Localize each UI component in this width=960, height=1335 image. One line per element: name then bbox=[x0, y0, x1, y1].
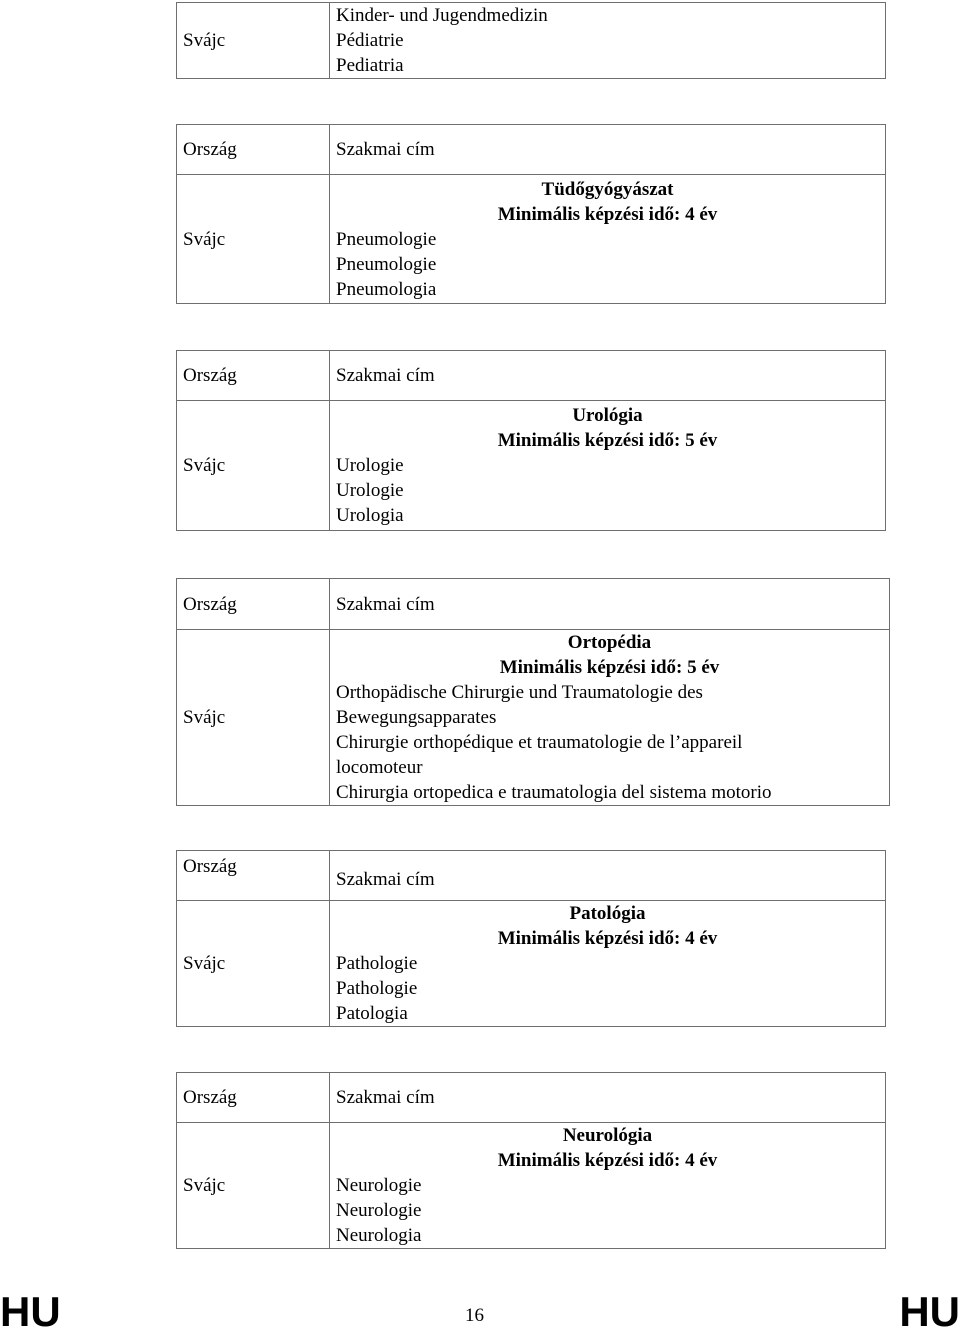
title-cell bbox=[330, 630, 890, 806]
header-title-cell: Szakmai cím bbox=[330, 351, 886, 401]
header-title-cell: Szakmai cím bbox=[330, 851, 886, 901]
min-training: Minimális képzési idő: 5 év bbox=[497, 430, 718, 451]
country-cell: Svájc bbox=[177, 3, 330, 79]
title-line: Pathologie bbox=[336, 953, 418, 974]
title-line: Urologia bbox=[336, 505, 404, 526]
specialty-name: Tüdőgyógyászat bbox=[541, 178, 674, 200]
country-cell: Svájc bbox=[177, 175, 330, 304]
title-line: Neurologie bbox=[336, 1175, 422, 1196]
header-country-cell: Ország bbox=[177, 579, 330, 630]
title-line: Pneumologie bbox=[336, 228, 437, 250]
title-line: Neurologie bbox=[336, 1200, 422, 1221]
footer-country-code-left: HU bbox=[0, 1288, 61, 1335]
country-cell: Svájc bbox=[177, 401, 330, 531]
header-title-cell: Szakmai cím bbox=[330, 579, 890, 630]
header-country-cell: Ország bbox=[177, 351, 330, 401]
title-cell bbox=[330, 401, 886, 531]
title-line: Neurologia bbox=[336, 1225, 422, 1246]
title-cell bbox=[330, 901, 886, 1027]
title-line: Pathologie bbox=[336, 978, 418, 999]
title-line: Urologie bbox=[336, 455, 404, 476]
specialty-name: Ortopédia bbox=[567, 632, 652, 653]
title-line: Urologie bbox=[336, 480, 404, 501]
title-line: Chirurgia ortopedica e traumatologia del sistema motorio bbox=[336, 782, 772, 803]
title-line: Pediatria bbox=[336, 55, 404, 76]
header-title-cell: Szakmai cím bbox=[330, 1073, 886, 1123]
specialty-name: Neurológia bbox=[562, 1125, 653, 1146]
specialty-table-neurology bbox=[176, 1072, 886, 1249]
footer-country-code-right: HU bbox=[899, 1288, 960, 1335]
title-line: Pédiatrie bbox=[336, 30, 404, 51]
specialty-table-pathology bbox=[176, 850, 886, 1027]
header-country-cell: Ország bbox=[177, 1073, 330, 1123]
title-line: Bewegungsapparates bbox=[336, 707, 497, 728]
page-number: 16 bbox=[465, 1305, 484, 1326]
title-line: Patologia bbox=[336, 1003, 408, 1024]
title-line: Chirurgie orthopédique et traumatologie de l’appareil bbox=[336, 732, 743, 753]
country-cell: Svájc bbox=[177, 901, 330, 1027]
title-cell bbox=[330, 3, 886, 79]
country-cell: Svájc bbox=[177, 1123, 330, 1249]
title-cell bbox=[330, 175, 886, 304]
min-training: Minimális képzési idő: 4 év bbox=[497, 203, 718, 225]
header-title-cell: Szakmai cím bbox=[330, 125, 886, 175]
min-training: Minimális képzési idő: 4 év bbox=[497, 1150, 718, 1171]
min-training: Minimális képzési idő: 5 év bbox=[499, 657, 720, 678]
title-line: Orthopädische Chirurgie und Traumatologie des bbox=[336, 682, 703, 703]
title-line: Pneumologia bbox=[336, 278, 437, 300]
specialty-name: Patológia bbox=[569, 903, 646, 924]
title-line: Kinder- und Jugendmedizin bbox=[336, 5, 548, 26]
specialty-table-pediatrics bbox=[176, 2, 886, 79]
specialty-name: Urológia bbox=[572, 405, 643, 426]
specialty-table-urology bbox=[176, 350, 886, 531]
header-country-cell: Ország bbox=[177, 125, 330, 175]
title-line: locomoteur bbox=[336, 757, 423, 778]
specialty-table-pneumology bbox=[176, 124, 886, 304]
min-training: Minimális képzési idő: 4 év bbox=[497, 928, 718, 949]
country-cell: Svájc bbox=[177, 630, 330, 806]
title-cell bbox=[330, 1123, 886, 1249]
header-country-cell: Ország bbox=[177, 851, 330, 901]
title-line: Pneumologie bbox=[336, 253, 437, 275]
specialty-table-orthopaedics bbox=[176, 578, 890, 806]
